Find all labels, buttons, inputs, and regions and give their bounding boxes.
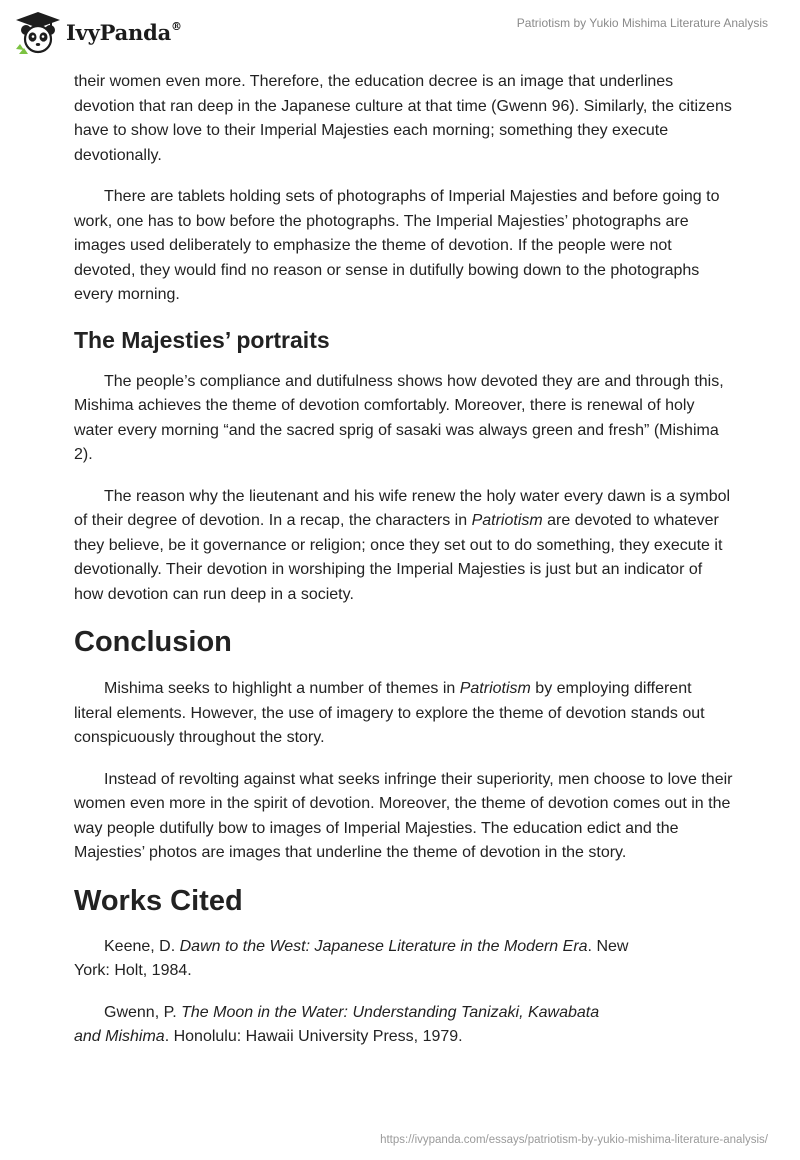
paragraph-mishima (74, 677, 734, 751)
registered-mark: ® (171, 19, 182, 33)
citation-publisher: . Honolulu: Hawaii University Press, 1979. (164, 1028, 463, 1045)
document-title: Patriotism by Yukio Mishima Literature Analysis (516, 16, 768, 30)
citation-title: Dawn to the West: Japanese Literature in the Modern Era (179, 937, 588, 955)
logo-wordmark (66, 20, 182, 45)
ivypanda-logo[interactable] (14, 10, 182, 54)
paragraph-reason (74, 485, 734, 608)
citation-author: Gwenn, P. (104, 1003, 182, 1021)
logo-text: IvyPanda (66, 19, 172, 45)
citation-publisher: . New (587, 937, 629, 955)
text-run: by employing different literal elements. However, the use of imagery to explore the theme of devotion stands out conspicuously throughout the story. (74, 680, 705, 746)
text-run: The reason why the lieutenant and his wife renew the holy water every dawn is a symbol of their degree of devotion. In a recap, the characters in (74, 487, 731, 529)
paragraph-instead: Instead of revolting against what seeks infringe their superiority, men choose to love their women even more in the spirit of devotion. Moreover, the theme of devotion comes out in the way people dutifully bow to images of Imperial Majesties. The education edict and the Majesties’ photos are images that underline the theme of devotion in the story. (74, 770, 733, 861)
paragraph-people: The people’s compliance and dutifulness shows how devoted they are and through this, Mishima achieves the theme of devotion comfortably. Moreover, there is renewal of holy water every morning “and the sacred sprig of sasaki was always green and fresh” (Mishima 2). (74, 372, 724, 463)
italic-title: Patriotism (459, 680, 531, 697)
citation-keene (74, 935, 734, 984)
citation-title: The Moon in the Water: Understanding Tanizaki, Kawabata (181, 1003, 600, 1021)
text-run: are devoted to whatever they believe, be it governance or religion; once they set out to do something, they execute it devotionally. Their devotion in worshiping the Imperial Majesties is just but an indicator of how devotion can run deep in a society. (74, 512, 723, 603)
citation-author: Keene, D. (104, 937, 180, 955)
heading-majesties-portraits: The Majesties’ portraits (74, 326, 330, 353)
panda-graduate-icon (14, 10, 62, 54)
paragraph-continued: their women even more. Therefore, the education decree is an image that underlines devotion that ran deep in the Japanese culture at that time (Gwenn 96). Similarly, the citizens have to show love to their Imperial Majesties each morning; something they execute devotionally. (74, 73, 732, 164)
essay-content (74, 70, 734, 1067)
paragraph-tablets: There are tablets holding sets of photographs of Imperial Majesties and before going to work, one has to bow before the photographs. The Imperial Majesties’ photographs are images used deliberately to emphasize the theme of devotion. If the people were not devoted, they would find no reason or sense in dutifully bowing down to the photographs every morning. (74, 188, 720, 303)
text-run: Mishima seeks to highlight a number of themes in (104, 680, 460, 697)
citation-publisher: York: Holt, 1984. (74, 962, 192, 979)
heading-works-cited: Works Cited (74, 884, 243, 917)
page-header (0, 0, 800, 64)
citation-title: and Mishima (74, 1028, 165, 1045)
citation-gwenn (74, 1001, 734, 1050)
heading-conclusion: Conclusion (74, 626, 232, 658)
source-url[interactable]: https://ivypanda.com/essays/patriotism-by-yukio-mishima-literature-analysis/ (380, 1134, 768, 1146)
italic-title: Patriotism (471, 512, 543, 529)
